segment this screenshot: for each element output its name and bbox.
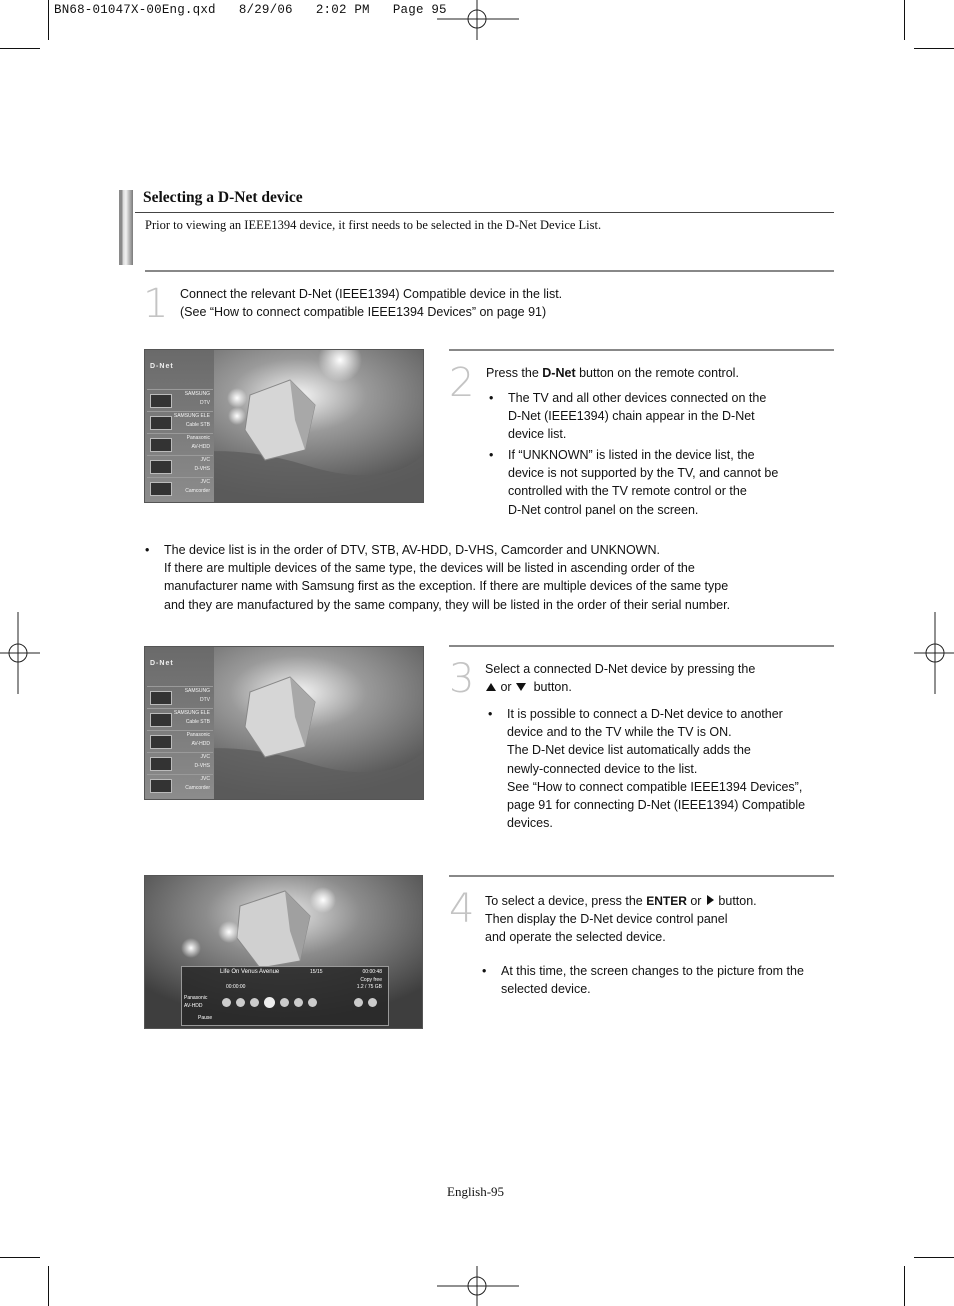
item-maker: JVC [200, 754, 210, 760]
vcr-icon [150, 757, 172, 771]
next-icon[interactable] [294, 998, 303, 1007]
print-header: BN68-01047X-00Eng.qxd 8/29/06 2:02 PM Page 95 [54, 3, 447, 17]
item-maker: Panasonic [186, 732, 210, 738]
step1-number: 1 [143, 281, 169, 327]
item-type: DTV [200, 400, 210, 406]
item-type: Camcorder [185, 785, 210, 791]
item-type: Cable STB [185, 422, 210, 428]
copy-status: Copy free [360, 977, 382, 983]
bullet-line: devices. [507, 816, 553, 831]
stb-icon [150, 416, 172, 430]
vcr-icon [150, 460, 172, 474]
dnet-menu-item[interactable] [147, 455, 213, 476]
note-line: The device list is in the order of DTV, STB, AV-HDD, D-VHS, Camcorder and UNKNOWN. [164, 543, 660, 557]
track-title: Life On Venus Avenue [220, 969, 280, 975]
dnet-menu-item[interactable] [147, 433, 213, 454]
stop-icon[interactable] [250, 998, 259, 1007]
item-maker: SAMSUNG [184, 688, 210, 694]
dnet-menu-item[interactable] [147, 389, 213, 410]
item-maker: Panasonic [186, 435, 210, 441]
page-number: English-95 [447, 1184, 505, 1199]
dnet-menu-item[interactable] [147, 730, 213, 751]
dnet-menu-item[interactable] [147, 752, 213, 773]
step3-text [485, 660, 755, 696]
bullet-line: D-Net (IEEE1394) chain appear in the D-Net [508, 409, 755, 424]
note-line: manufacturer name with Samsung first as the exception. If there are multiple devices of the same type [164, 579, 729, 594]
prev-icon[interactable] [236, 998, 245, 1007]
registration-mark-icon [0, 612, 40, 694]
item-maker: SAMSUNG [184, 391, 210, 397]
pause-icon[interactable] [264, 997, 275, 1008]
hdd-icon [150, 735, 172, 749]
bullet-line: controlled with the TV remote control or the [508, 484, 747, 499]
step2-bullet: • If “UNKNOWN” is listed in the device list, the device is not supported by the TV, and cannot be controlled with the TV remote control or the D-Net control panel on the screen. [489, 446, 778, 519]
step4-rule [449, 875, 834, 877]
or-text: or [500, 680, 512, 695]
device-type: AV-HDD [184, 1003, 203, 1009]
bullet-line: device and to the TV while the TV is ON. [507, 725, 732, 740]
dtv-icon [150, 394, 172, 408]
bullet-line: It is possible to connect a D-Net device to another [507, 707, 783, 721]
step2-press-text [486, 364, 739, 382]
down-arrow-icon [515, 682, 527, 692]
crop-mark [0, 1257, 40, 1258]
step1-rule [145, 270, 834, 272]
power-icon[interactable] [368, 998, 377, 1007]
item-type: Camcorder [185, 488, 210, 494]
item-maker: SAMSUNG ELE [173, 710, 210, 716]
bullet-line: See “How to connect compatible IEEE1394 Devices”, [507, 779, 803, 794]
button-text: button. [533, 680, 572, 695]
bullet-line: The D-Net device list automatically adds the [507, 743, 751, 758]
rewind-icon[interactable] [222, 998, 231, 1007]
tv-screen-dnet-menu-2 [144, 646, 424, 800]
crop-mark [48, 1266, 49, 1306]
item-type: D-VHS [194, 466, 210, 472]
step2-bullet: • The TV and all other devices connected on the D-Net (IEEE1394) chain appear in the D-Net device list. [489, 389, 766, 444]
section-rule [135, 212, 834, 213]
registration-mark-icon [437, 0, 519, 40]
bullet-line: device list. [508, 427, 567, 442]
elapsed-time: 00:00:48 [362, 969, 382, 975]
step2-text: button on the remote control. [575, 366, 739, 380]
dnet-menu-title: D-Net [150, 660, 174, 667]
dnet-menu-item[interactable] [147, 686, 213, 707]
stb-icon [150, 713, 172, 727]
step3-rule [449, 645, 834, 647]
step2-number: 2 [449, 360, 475, 406]
device-maker: Panasonic [184, 995, 208, 1001]
item-maker: JVC [200, 457, 210, 463]
step4-text-part: To select a device, press the [485, 894, 647, 908]
play-time: 00:00:00 [226, 984, 246, 990]
step4-line: and operate the selected device. [485, 930, 666, 945]
step4-bullet: • At this time, the screen changes to the picture from the selected device. [482, 962, 804, 998]
record-icon[interactable] [354, 998, 363, 1007]
dnet-control-panel [181, 966, 389, 1026]
registration-mark-icon [437, 1266, 519, 1306]
item-type: DTV [200, 697, 210, 703]
step2-rule [449, 349, 834, 351]
step3-number: 3 [449, 656, 475, 702]
bullet-line: newly-connected device to the list. [507, 761, 698, 776]
bullet-line: D-Net control panel on the screen. [508, 502, 699, 517]
playback-state: Pause [198, 1015, 213, 1021]
tv-screen-control-panel [144, 875, 423, 1029]
step4-number: 4 [449, 886, 475, 932]
step4-line [485, 892, 757, 910]
dnet-menu-item[interactable] [147, 708, 213, 729]
step4-text-part: or [686, 894, 705, 908]
step3-line [485, 678, 755, 696]
registration-mark-icon [914, 612, 954, 694]
camcorder-icon [150, 482, 172, 496]
playback-buttons [222, 997, 382, 1009]
note-line: and they are manufactured by the same company, they will be listed in the order of their serial number. [164, 597, 731, 612]
dnet-menu-item[interactable] [147, 477, 213, 498]
dnet-menu-item[interactable] [147, 411, 213, 432]
item-type: D-VHS [194, 763, 210, 769]
play-icon[interactable] [280, 998, 289, 1007]
camcorder-icon [150, 779, 172, 793]
step1-line: (See “How to connect compatible IEEE1394 Devices” on page 91) [180, 305, 547, 320]
dnet-button-label: D-Net [542, 366, 576, 380]
item-maker: SAMSUNG ELE [173, 413, 210, 419]
section-bar [119, 190, 133, 265]
dnet-menu-panel [145, 647, 214, 799]
step4-text [485, 892, 757, 947]
bullet-line: If “UNKNOWN” is listed in the device list, the [508, 448, 755, 462]
crop-mark [0, 48, 40, 49]
dtv-icon [150, 691, 172, 705]
up-arrow-icon [485, 682, 497, 692]
section-intro: Prior to viewing an IEEE1394 device, it first needs to be selected in the D-Net Device List. [145, 218, 602, 232]
crop-mark [904, 1266, 905, 1306]
step3-line: Select a connected D-Net device by pressing the [485, 662, 756, 676]
step1-text [180, 285, 562, 321]
forward-icon[interactable] [308, 998, 317, 1007]
bullet-line: device is not supported by the TV, and cannot be [508, 466, 779, 481]
step3-bullet: • It is possible to connect a D-Net device to another device and to the TV while the TV is ON. The D-Net device list automatically adds the newly-connected device to the list. See “How to connect compatible IEEE1394 Devices”, page 91 for connecting D-Net (IEEE1394) Compatible devices. [488, 705, 805, 832]
item-maker: JVC [200, 479, 210, 485]
disk-capacity: 1.2 / 75 GB [356, 984, 382, 990]
item-type: AV-HDD [191, 741, 210, 747]
bullet-line: page 91 for connecting D-Net (IEEE1394) Compatible [507, 798, 806, 813]
step4-line: Then display the D-Net device control panel [485, 912, 728, 927]
dnet-menu-panel [145, 350, 214, 502]
dnet-menu-item[interactable] [147, 774, 213, 795]
section-title: Selecting a D-Net device [143, 189, 303, 206]
item-type: Cable STB [185, 719, 210, 725]
step4-text-part: button. [718, 894, 757, 908]
bullet-line: At this time, the screen changes to the picture from the [501, 964, 804, 978]
crop-mark [904, 0, 905, 40]
tv-screen-dnet-menu [144, 349, 424, 503]
item-maker: JVC [200, 776, 210, 782]
hdd-icon [150, 438, 172, 452]
item-type: AV-HDD [191, 444, 210, 450]
crop-mark [914, 48, 954, 49]
step2-text: Press the [486, 366, 543, 380]
bullet-line: selected device. [501, 982, 591, 997]
enter-button-label: ENTER [646, 894, 687, 908]
track-counter: 15/15 [310, 969, 323, 975]
order-note: • The device list is in the order of DTV, STB, AV-HDD, D-VHS, Camcorder and UNKNOWN. If there are multiple devices of the same type, the devices will be listed in ascending order of the manufacturer name with Samsung first as the exception. If there are multiple devices of the same type and they are manufactured by the same company, they will be listed in the order of their serial number. [145, 541, 730, 614]
crop-mark [914, 1257, 954, 1258]
crop-mark [48, 0, 49, 40]
step1-line: Connect the relevant D-Net (IEEE1394) Compatible device in the list. [180, 287, 563, 301]
right-arrow-icon [705, 894, 715, 906]
dnet-menu-title: D-Net [150, 363, 174, 370]
bullet-line: The TV and all other devices connected on the [508, 391, 767, 405]
note-line: If there are multiple devices of the same type, the devices will be listed in ascending order of the [164, 561, 695, 576]
